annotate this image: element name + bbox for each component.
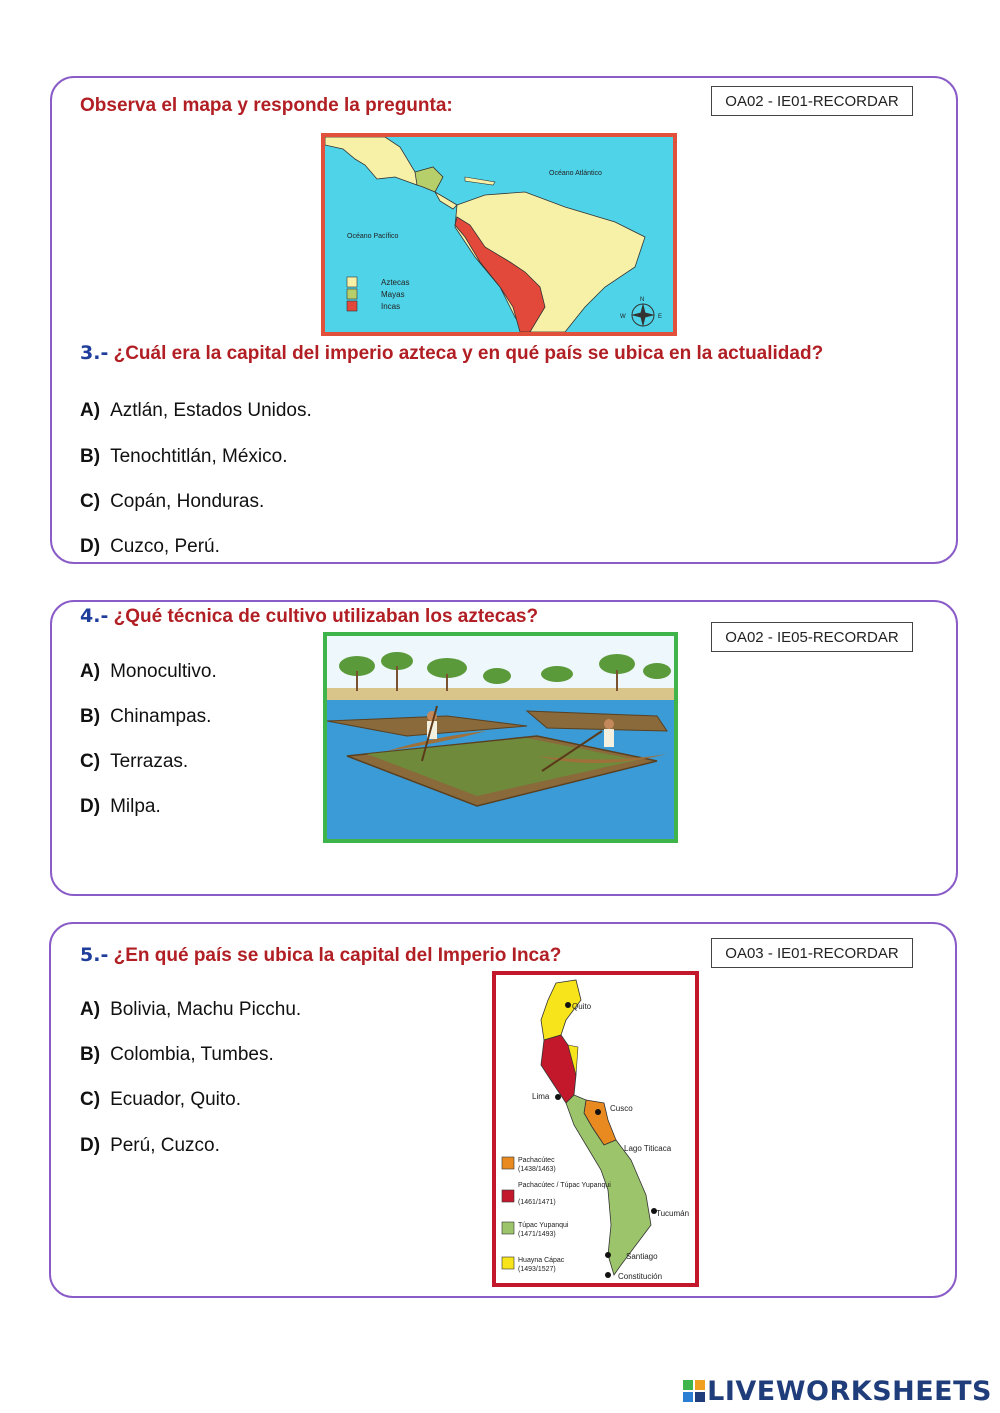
question-3-number: 3.-: [80, 342, 109, 364]
city-tucuman: Tucumán: [656, 1209, 690, 1218]
city-santiago: Santiago: [626, 1252, 658, 1261]
svg-text:W: W: [620, 314, 626, 320]
compass-rose-icon: [620, 297, 662, 327]
chinampas-illustration: [323, 632, 678, 843]
q5-option-d[interactable]: D) Perú, Cuzco.: [80, 1135, 220, 1156]
question-5-number: 5.-: [80, 944, 109, 966]
legend-incas: Incas: [381, 302, 401, 311]
objective-code: OA03 - IE01-RECORDAR: [711, 938, 913, 968]
q4-option-a[interactable]: A) Monocultivo.: [80, 661, 217, 682]
legend-swatch-mayas: [347, 289, 357, 299]
inca-empire-map: [492, 971, 699, 1287]
svg-text:E: E: [658, 314, 663, 320]
question-4-label: ¿Qué técnica de cultivo utilizaban los aztecas?: [113, 606, 539, 627]
legend-tupac: Túpac Yupanqui: [518, 1222, 569, 1229]
americas-map: [321, 133, 677, 336]
legend-pachacutec: Pachacútec: [518, 1157, 555, 1164]
svg-text:(1438/1463): (1438/1463): [518, 1166, 556, 1173]
city-cusco: Cusco: [610, 1104, 633, 1113]
svg-text:(1471/1493): (1471/1493): [518, 1231, 556, 1238]
q4-option-d[interactable]: D) Milpa.: [80, 796, 161, 817]
legend-swatch-aztecas: [347, 277, 357, 287]
q3-option-a[interactable]: A) Aztlán, Estados Unidos.: [80, 400, 312, 421]
q3-option-c[interactable]: C) Copán, Honduras.: [80, 491, 265, 512]
legend-swatch-incas: [347, 301, 357, 311]
question-4-number: 4.-: [80, 605, 109, 627]
question-3-label: ¿Cuál era la capital del imperio azteca y en qué país se ubica en la actualidad?: [113, 343, 824, 364]
instruction-text: Observa el mapa y responde la pregunta:: [80, 95, 453, 116]
question-5-label: ¿En qué país se ubica la capital del Imperio Inca?: [113, 945, 562, 966]
q4-option-b[interactable]: B) Chinampas.: [80, 706, 212, 727]
q3-option-b[interactable]: B) Tenochtitlán, México.: [80, 446, 288, 467]
objective-code: OA02 - IE01-RECORDAR: [711, 86, 913, 116]
q5-option-a[interactable]: A) Bolivia, Machu Picchu.: [80, 999, 302, 1020]
svg-text:N: N: [640, 297, 645, 303]
q5-option-b[interactable]: B) Colombia, Tumbes.: [80, 1044, 274, 1065]
svg-text:(1461/1471): (1461/1471): [518, 1199, 556, 1206]
city-constitucion: Constitución: [618, 1272, 663, 1281]
liveworksheets-logo: LIVEWORKSHEETS: [683, 1376, 992, 1407]
question-3-text: [80, 342, 823, 365]
objective-code: OA02 - IE05-RECORDAR: [711, 622, 913, 652]
atlantic-label: Océano Atlántico: [549, 170, 602, 177]
question-4-text: [80, 605, 538, 628]
svg-text:(1493/1527): (1493/1527): [518, 1266, 556, 1273]
q3-option-d[interactable]: D) Cuzco, Perú.: [80, 536, 220, 557]
city-titicaca: Lago Titicaca: [624, 1144, 672, 1153]
legend-aztecas: Aztecas: [381, 278, 410, 287]
legend-huayna: Huayna Cápac: [518, 1257, 565, 1264]
pacific-label: Océano Pacífico: [347, 233, 399, 240]
q4-option-c[interactable]: C) Terrazas.: [80, 751, 189, 772]
q5-option-c[interactable]: C) Ecuador, Quito.: [80, 1089, 242, 1110]
legend-pachacutec-tupac: Pachacútec / Túpac Yupanqui: [518, 1182, 611, 1189]
question-5-text: [80, 944, 561, 967]
city-lima: Lima: [532, 1092, 550, 1101]
legend-mayas: Mayas: [381, 290, 405, 299]
city-quito: Quito: [572, 1002, 592, 1011]
liveworksheets-icon: [683, 1378, 705, 1400]
